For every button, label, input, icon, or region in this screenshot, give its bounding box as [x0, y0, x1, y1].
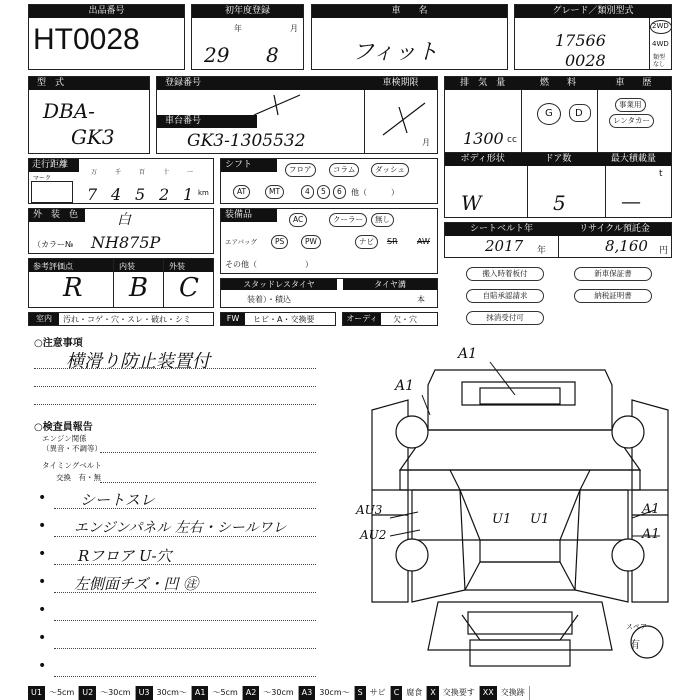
color-code-label: （カラー№	[33, 240, 74, 249]
overall-grade: R	[63, 273, 83, 303]
inspector-item-2: エンジンパネル 左右・シールワレ	[74, 520, 287, 536]
mileage-box	[28, 158, 214, 204]
grades-label: 参考評価点	[33, 262, 73, 271]
shift-gear-6: 6	[333, 185, 346, 199]
body-header	[445, 153, 671, 166]
car-name: フィット	[352, 40, 439, 65]
interior-label: 内装	[119, 262, 135, 271]
equip-ac: AC	[289, 213, 307, 227]
shift-label: シフト	[225, 160, 253, 170]
damage-legend	[28, 686, 700, 700]
item-line-3	[54, 564, 316, 565]
lot-number-box	[28, 4, 185, 70]
shift-header	[221, 159, 277, 172]
inspection-month-unit: 月	[422, 138, 430, 147]
inspector-item-1: シートスレ	[80, 491, 155, 509]
legend-code-2: U3	[136, 686, 153, 700]
legend-code-8: X	[427, 686, 438, 700]
inspector-item-3: Rフロア U-穴	[78, 547, 172, 565]
audio-bar-options: 欠・穴	[393, 315, 417, 324]
spec-divider-2	[597, 90, 598, 153]
chassis-header	[157, 115, 257, 128]
2wd-circle	[650, 20, 672, 34]
model-value-1: DBA-	[43, 99, 95, 123]
displacement-value: 1300	[463, 129, 504, 148]
shift-dash: ダッシュ	[371, 163, 409, 177]
interior-bar-options: 汚れ・コゲ・穴・スレ・破れ・シミ	[63, 315, 191, 324]
first-registration-label: 初年度登録	[192, 5, 303, 18]
chassis-number: GK3-1305532	[187, 131, 306, 151]
mileage-mark: マーク	[33, 175, 52, 182]
color-code: NH875P	[91, 233, 161, 252]
shift-column: コラム	[329, 163, 359, 177]
seatbelt-box	[444, 222, 672, 258]
timing-line	[100, 482, 316, 483]
recycle-unit: 円	[659, 246, 669, 256]
bullet-5: •	[38, 602, 47, 618]
fuel-label: 燃 料	[539, 78, 576, 88]
year-unit: 年	[234, 24, 242, 33]
legend-meaning-6: サビ	[366, 686, 391, 700]
body-type: W	[461, 191, 482, 215]
lot-number-label: 出品番号	[29, 5, 184, 18]
registration-month: 8	[266, 43, 279, 67]
doc-deregistration: 抹消受付可	[466, 311, 544, 325]
mileage-digit-0: 7	[87, 185, 98, 204]
legend-meaning-1: 〜30cm	[96, 686, 135, 700]
legend-code-1: U2	[79, 686, 96, 700]
car-name-label: 車 名	[312, 5, 507, 18]
body-box	[444, 152, 672, 218]
grade-line2: 0028	[565, 51, 606, 70]
inspection-header	[364, 77, 437, 90]
shift-at: AT	[233, 185, 250, 199]
interior-bar-label: 室内	[29, 313, 59, 325]
body-label: ボディ形状	[460, 154, 505, 164]
door-count: 5	[553, 191, 566, 215]
doors-label: ドア数	[544, 154, 572, 164]
lot-number: HT0028	[33, 23, 140, 56]
mileage-header	[29, 159, 79, 172]
seatbelt-header	[445, 223, 671, 236]
capacity-unit: t	[659, 169, 663, 179]
tread-unit: 本	[417, 295, 425, 304]
bullet-2: •	[38, 518, 47, 534]
item-line-5	[54, 620, 316, 621]
legend-meaning-3: 〜5cm	[208, 686, 242, 700]
shift-mt: MT	[265, 185, 284, 199]
unit-3: 十	[163, 169, 170, 176]
legend-code-4: A2	[243, 686, 260, 700]
car-name-box	[311, 4, 508, 70]
model-box	[28, 76, 150, 154]
shift-gear-5: 5	[317, 185, 330, 199]
fuel-d: D	[575, 108, 583, 119]
option-none: 類型 なし	[653, 54, 666, 68]
seatbelt-year: 2017	[485, 237, 524, 255]
mileage-km: km	[198, 189, 209, 197]
spec-divider-1	[521, 90, 522, 153]
audio-bar-label: オーディオ	[343, 313, 381, 325]
shift-other: 他（ ）	[351, 188, 399, 197]
item-line-1	[54, 508, 316, 509]
notes-text: 横滑り防止装置付	[66, 351, 210, 372]
studless-label: スタッドレスタイヤ	[243, 280, 315, 289]
option-4wd: 4WD	[652, 40, 669, 48]
unit-0: 万	[91, 169, 98, 176]
timing-label: タイミングベルト	[42, 461, 102, 470]
doc-insurance: 自賠承認請求	[466, 289, 544, 303]
bullet-1: •	[38, 490, 47, 506]
color-value: 白	[117, 212, 131, 228]
timing-swap: 交換 有・無	[56, 473, 101, 482]
tire-box	[220, 278, 438, 308]
legend-meaning-7: 腐食	[402, 686, 427, 700]
equip-cooler: クーラー	[329, 213, 367, 227]
grade-box	[514, 4, 672, 70]
inspector-title: ○検査員報告	[34, 422, 93, 433]
interior-condition-bar	[28, 312, 214, 326]
damage-label-a1-right1: A1	[642, 502, 660, 517]
recycle-label: リサイクル預託金	[579, 224, 650, 234]
equip-none: 無し	[371, 213, 394, 227]
inspection-label: 車検期限	[382, 78, 419, 88]
spec-header	[445, 77, 671, 90]
grade-label: グレード／類別型式	[515, 5, 671, 18]
equipment-header	[221, 209, 277, 222]
bullet-4: •	[38, 574, 47, 590]
legend-code-0: U1	[28, 686, 45, 700]
bullet-3: •	[38, 546, 47, 562]
inspection-cross-mark	[379, 97, 429, 137]
equip-navi: ナビ	[355, 235, 378, 249]
capacity-label: 最大積載量	[610, 154, 656, 164]
category-label: 車 歴	[615, 78, 652, 88]
legend-code-5: A3	[299, 686, 316, 700]
shift-box	[220, 158, 438, 204]
reg-cross-mark	[252, 91, 302, 117]
mileage-mark-box	[31, 181, 73, 203]
seatbelt-unit: 年	[537, 246, 547, 256]
legend-meaning-5: 30cm〜	[315, 686, 354, 700]
inspection-divider	[364, 90, 365, 153]
equipment-label: 装備品	[225, 210, 253, 220]
studless-options: 装着）・積込	[247, 295, 291, 304]
seatbelt-divider	[558, 236, 559, 257]
fuel-g: G	[545, 108, 553, 119]
tread-header	[343, 279, 437, 290]
category-rental: レンタカー	[609, 114, 654, 128]
legend-code-3: A1	[192, 686, 209, 700]
notes-line-3	[34, 404, 316, 405]
mileage-digit-1: 4	[111, 185, 122, 204]
month-unit: 月	[290, 24, 298, 33]
equip-airbag: エアバッグ	[225, 238, 257, 246]
equip-ps: PS	[271, 235, 288, 249]
mileage-label: 走行距離	[32, 160, 69, 170]
bullet-7: •	[38, 658, 47, 674]
legend-meaning-0: 〜5cm	[45, 686, 79, 700]
damage-label-u1-b: U1	[530, 512, 550, 527]
exterior-label: 外装	[169, 262, 185, 271]
fuel-g-circle	[537, 103, 561, 125]
exterior-grade: C	[179, 273, 199, 303]
studless-header	[221, 279, 337, 290]
audio-bar	[342, 312, 438, 335]
equip-sr: SR	[387, 237, 398, 246]
drive-options	[649, 18, 672, 69]
item-line-6	[54, 648, 316, 649]
registration-box	[156, 76, 438, 154]
body-divider-1	[527, 166, 528, 217]
seatbelt-label: シートベルト年	[469, 224, 533, 234]
spare-label: スペア	[626, 623, 647, 631]
displacement-label: 排 気 量	[460, 78, 506, 88]
equipment-box	[220, 208, 438, 274]
first-registration-box	[191, 4, 304, 70]
legend-meaning-9: 交換跡	[497, 686, 530, 700]
capacity-value: —	[621, 189, 641, 213]
body-divider-2	[605, 166, 606, 217]
legend-code-6: S	[355, 686, 366, 700]
color-box	[28, 208, 214, 254]
engine-label: エンジン関係 （異音・不調等）	[42, 434, 102, 453]
item-line-7	[54, 676, 316, 677]
color-label: 外 装 色	[33, 210, 79, 220]
mileage-digit-3: 2	[159, 185, 170, 204]
damage-label-au3: AU3	[356, 503, 383, 517]
legend-meaning-2: 30cm〜	[153, 686, 192, 700]
grades-divider-2	[163, 259, 164, 307]
doc-tax: 納税証明書	[574, 289, 652, 303]
tread-label: タイヤ溝	[374, 280, 406, 289]
documents-area	[444, 262, 672, 328]
notes-line-2	[34, 386, 316, 387]
spare-value: 有	[630, 640, 640, 651]
damage-label-a1-top: A1	[458, 346, 478, 362]
fuel-d-outline	[569, 104, 591, 122]
engine-line	[100, 452, 316, 453]
shift-floor: フロア	[285, 163, 316, 177]
damage-label-a1-left: A1	[395, 378, 415, 394]
interior-grade: B	[129, 273, 149, 303]
category-commercial: 事業用	[615, 98, 646, 112]
chassis-label: 車台番号	[165, 116, 202, 126]
mileage-digit-2: 5	[135, 185, 146, 204]
equip-aw: AW	[417, 237, 430, 246]
doc-carry-in: 搬入時着板付	[466, 267, 544, 281]
unit-1: 千	[115, 169, 122, 176]
displacement-box	[444, 76, 672, 154]
fw-bar-label: FW	[221, 313, 245, 325]
equip-other: その他（ ）	[225, 260, 313, 269]
color-header	[29, 209, 85, 222]
damage-label-au2: AU2	[360, 528, 387, 542]
notes-title: ○注意事項	[34, 338, 83, 349]
reg-number-header	[157, 77, 364, 90]
damage-label-a1-right2: A1	[642, 527, 660, 542]
legend-meaning-4: 〜30cm	[259, 686, 298, 700]
fw-bar-options: ヒビ・A・交換要	[253, 315, 315, 324]
unit-2: 百	[139, 169, 146, 176]
recycle-fee: 8,160	[605, 237, 648, 255]
damage-label-u1-a: U1	[492, 512, 512, 527]
unit-4: 一	[187, 169, 194, 176]
doc-warranty: 新車保証書	[574, 267, 652, 281]
model-value-2: GK3	[71, 125, 115, 149]
grades-box	[28, 258, 214, 308]
mileage-digit-4: 1	[183, 185, 194, 204]
fw-bar	[220, 312, 336, 326]
shift-gear-4: 4	[301, 185, 314, 199]
equip-pw: PW	[301, 235, 321, 249]
option-2wd: 2WD	[652, 22, 669, 30]
bullet-6: •	[38, 630, 47, 646]
item-line-4	[54, 592, 316, 593]
grades-divider-1	[113, 259, 114, 307]
legend-meaning-8: 交換要す	[439, 686, 480, 700]
legend-code-7: C	[391, 686, 403, 700]
grade-line1: 17566	[555, 31, 606, 50]
displacement-unit: cc	[507, 135, 517, 145]
model-label: 型 式	[29, 77, 149, 90]
reg-number-label: 登録番号	[165, 78, 202, 88]
inspector-item-4: 左側面チズ・凹 ㊟	[74, 575, 199, 593]
legend-code-9: XX	[480, 686, 497, 700]
item-line-2	[54, 536, 316, 537]
registration-year: 29	[204, 43, 230, 67]
notes-line-1	[34, 368, 316, 369]
